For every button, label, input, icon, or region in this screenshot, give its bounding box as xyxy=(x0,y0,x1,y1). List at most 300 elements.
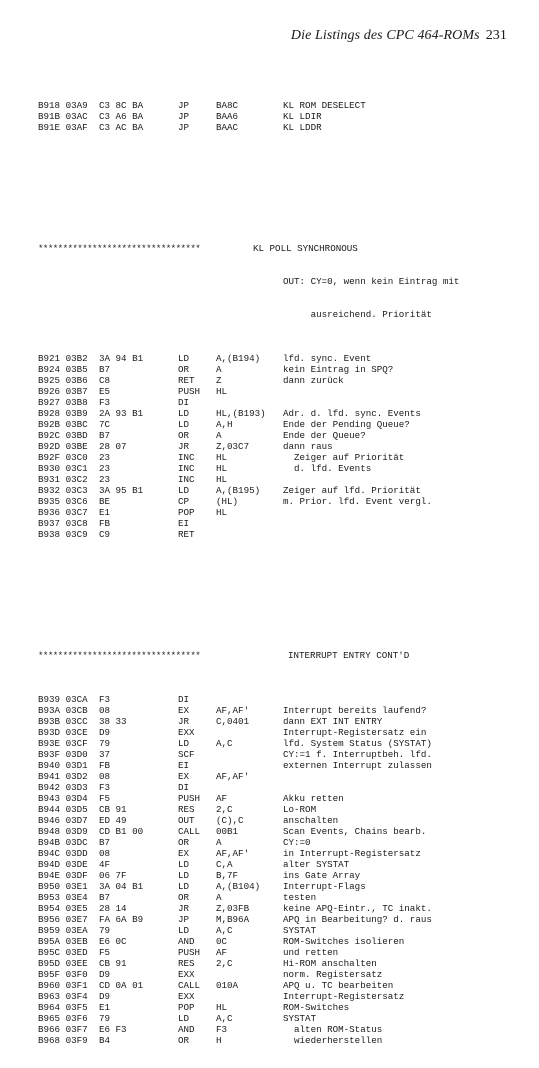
line-opcode-bytes: BE xyxy=(99,496,111,507)
line-operand: BAA6 xyxy=(216,111,239,122)
line-comment: APQ u. TC bearbeiten xyxy=(283,980,394,991)
line-operand: BAAC xyxy=(216,122,239,133)
line-address: B927 03B8 xyxy=(38,397,88,408)
listing-line xyxy=(38,375,508,386)
listing-line xyxy=(38,804,508,815)
line-address: B953 03E4 xyxy=(38,892,88,903)
line-operand: HL xyxy=(216,452,228,463)
line-mnemonic: EX xyxy=(178,848,190,859)
line-operand: 0C xyxy=(216,936,228,947)
section-description-line: OUT: CY=0, wenn kein Eintrag mit xyxy=(283,276,460,287)
line-mnemonic: LD xyxy=(178,870,190,881)
listing-line xyxy=(38,452,508,463)
listing-line xyxy=(38,859,508,870)
line-mnemonic: JP xyxy=(178,122,190,133)
listing-line xyxy=(38,947,508,958)
line-address: B966 03F7 xyxy=(38,1024,88,1035)
listing-line xyxy=(38,529,508,540)
listing-line xyxy=(38,518,508,529)
line-address: B965 03F6 xyxy=(38,1013,88,1024)
running-header xyxy=(291,28,507,44)
section-header-interrupt-entry xyxy=(38,650,508,661)
line-mnemonic: RET xyxy=(178,529,195,540)
line-opcode-bytes: 23 xyxy=(99,474,111,485)
line-operand: H xyxy=(216,1035,222,1046)
line-opcode-bytes: C3 AC BA xyxy=(99,122,144,133)
line-comment: Interrupt-Registersatz ein xyxy=(283,727,427,738)
line-opcode-bytes: 7C xyxy=(99,419,111,430)
line-address: B92C 03BD xyxy=(38,430,88,441)
line-address: B93A 03CB xyxy=(38,705,88,716)
line-operand: HL xyxy=(216,463,228,474)
line-address: B94B 03DC xyxy=(38,837,88,848)
line-mnemonic: LD xyxy=(178,738,190,749)
line-opcode-bytes: F3 xyxy=(99,694,111,705)
line-mnemonic: EX xyxy=(178,771,190,782)
line-comment: alten ROM-Status xyxy=(283,1024,383,1035)
line-operand: HL xyxy=(216,1002,228,1013)
line-address: B948 03D9 xyxy=(38,826,88,837)
listing-line xyxy=(38,122,508,133)
listing-line xyxy=(38,936,508,947)
line-mnemonic: OR xyxy=(178,1035,190,1046)
line-address: B92B 03BC xyxy=(38,419,88,430)
line-mnemonic: PUSH xyxy=(178,793,201,804)
line-mnemonic: INC xyxy=(178,452,195,463)
line-comment: ROM-Switches xyxy=(283,1002,350,1013)
line-opcode-bytes: F5 xyxy=(99,793,111,804)
listing-line xyxy=(38,848,508,859)
line-address: B94C 03DD xyxy=(38,848,88,859)
section-description-line: ausreichend. Priorität xyxy=(283,309,432,320)
line-opcode-bytes: F5 xyxy=(99,947,111,958)
line-mnemonic: LD xyxy=(178,408,190,419)
line-comment: KL ROM DESELECT xyxy=(283,100,366,111)
section-stars: ********************************* xyxy=(38,243,201,254)
line-comment: Interrupt-Registersatz xyxy=(283,991,405,1002)
listing-line xyxy=(38,694,508,705)
line-operand: BA8C xyxy=(216,100,239,111)
line-operand: A xyxy=(216,837,222,848)
line-address: B950 03E1 xyxy=(38,881,88,892)
line-address: B92D 03BE xyxy=(38,441,88,452)
line-operand: 2,C xyxy=(216,958,233,969)
line-address: B942 03D3 xyxy=(38,782,88,793)
line-opcode-bytes: E1 xyxy=(99,1002,111,1013)
listing-line xyxy=(38,826,508,837)
line-address: B963 03F4 xyxy=(38,991,88,1002)
line-opcode-bytes: FA 6A B9 xyxy=(99,914,144,925)
line-mnemonic: LD xyxy=(178,419,190,430)
listing-line xyxy=(38,386,508,397)
listing-block-interrupt-entry xyxy=(38,694,508,1046)
line-comment: KL LDIR xyxy=(283,111,322,122)
line-comment: und retten xyxy=(283,947,339,958)
line-address: B95D 03EE xyxy=(38,958,88,969)
assembly-listing xyxy=(38,78,508,1068)
line-mnemonic: OR xyxy=(178,892,190,903)
listing-line xyxy=(38,474,508,485)
line-mnemonic: JP xyxy=(178,111,190,122)
listing-line xyxy=(38,397,508,408)
line-opcode-bytes: E6 F3 xyxy=(99,1024,127,1035)
line-address: B968 03F9 xyxy=(38,1035,88,1046)
line-mnemonic: CP xyxy=(178,496,190,507)
line-mnemonic: OR xyxy=(178,837,190,848)
line-mnemonic: PUSH xyxy=(178,947,201,958)
line-address: B956 03E7 xyxy=(38,914,88,925)
line-address: B930 03C1 xyxy=(38,463,88,474)
line-mnemonic: POP xyxy=(178,507,195,518)
line-comment: wiederherstellen xyxy=(283,1035,383,1046)
line-mnemonic: EI xyxy=(178,518,190,529)
line-mnemonic: EXX xyxy=(178,969,195,980)
line-comment: keine APQ-Eintr., TC inakt. xyxy=(283,903,432,914)
line-operand: B,7F xyxy=(216,870,239,881)
line-address: B93D 03CE xyxy=(38,727,88,738)
line-address: B95A 03EB xyxy=(38,936,88,947)
line-mnemonic: EXX xyxy=(178,991,195,1002)
line-operand: Z,03C7 xyxy=(216,441,250,452)
line-address: B91B 03AC xyxy=(38,111,88,122)
line-mnemonic: CALL xyxy=(178,826,201,837)
header-title: Die Listings des CPC 464-ROMs xyxy=(290,28,480,43)
line-mnemonic: POP xyxy=(178,1002,195,1013)
listing-line xyxy=(38,419,508,430)
line-address: B918 03A9 xyxy=(38,100,88,111)
listing-line xyxy=(38,430,508,441)
listing-line xyxy=(38,914,508,925)
listing-line xyxy=(38,892,508,903)
line-operand: AF xyxy=(216,793,228,804)
listing-line xyxy=(38,782,508,793)
line-mnemonic: JR xyxy=(178,903,190,914)
listing-block-kl-poll xyxy=(38,353,508,540)
line-address: B93F 03D0 xyxy=(38,749,88,760)
line-opcode-bytes: CD 0A 01 xyxy=(99,980,144,991)
line-address: B944 03D5 xyxy=(38,804,88,815)
line-opcode-bytes: 08 xyxy=(99,771,111,782)
line-operand: HL xyxy=(216,386,228,397)
line-operand: A,(B195) xyxy=(216,485,261,496)
line-mnemonic: JP xyxy=(178,914,190,925)
line-comment: CY:=1 f. Interruptbeh. lfd. xyxy=(283,749,432,760)
line-comment: Ende der Queue? xyxy=(283,430,366,441)
listing-line xyxy=(38,100,508,111)
line-comment: Interrupt-Flags xyxy=(283,881,366,892)
line-opcode-bytes: B7 xyxy=(99,430,111,441)
line-address: B946 03D7 xyxy=(38,815,88,826)
line-comment: m. Prior. lfd. Event vergl. xyxy=(283,496,432,507)
line-mnemonic: EI xyxy=(178,760,190,771)
line-operand: AF,AF' xyxy=(216,705,250,716)
line-opcode-bytes: CB 91 xyxy=(99,804,127,815)
line-mnemonic: INC xyxy=(178,463,195,474)
listing-line xyxy=(38,727,508,738)
listing-line xyxy=(38,870,508,881)
line-opcode-bytes: 06 7F xyxy=(99,870,127,881)
line-opcode-bytes: 79 xyxy=(99,1013,111,1024)
line-operand: 2,C xyxy=(216,804,233,815)
line-opcode-bytes: 3A 95 B1 xyxy=(99,485,144,496)
listing-line xyxy=(38,760,508,771)
line-opcode-bytes: F3 xyxy=(99,782,111,793)
line-mnemonic: RES xyxy=(178,958,195,969)
line-operand: 010A xyxy=(216,980,239,991)
line-opcode-bytes: 79 xyxy=(99,925,111,936)
line-operand: 00B1 xyxy=(216,826,239,837)
line-opcode-bytes: C9 xyxy=(99,529,111,540)
line-address: B935 03C6 xyxy=(38,496,88,507)
line-opcode-bytes: 38 33 xyxy=(99,716,127,727)
line-comment: anschalten xyxy=(283,815,339,826)
line-address: B941 03D2 xyxy=(38,771,88,782)
line-comment: externen Interrupt zulassen xyxy=(283,760,432,771)
line-mnemonic: LD xyxy=(178,925,190,936)
line-address: B931 03C2 xyxy=(38,474,88,485)
line-address: B921 03B2 xyxy=(38,353,88,364)
line-comment: SYSTAT xyxy=(283,925,317,936)
line-comment: KL LDDR xyxy=(283,122,322,133)
line-operand: A,H xyxy=(216,419,233,430)
line-opcode-bytes: D9 xyxy=(99,969,111,980)
line-address: B954 03E5 xyxy=(38,903,88,914)
listing-line xyxy=(38,353,508,364)
listing-line xyxy=(38,1002,508,1013)
listing-line xyxy=(38,441,508,452)
line-address: B932 03C3 xyxy=(38,485,88,496)
line-comment: Ende der Pending Queue? xyxy=(283,419,410,430)
line-address: B940 03D1 xyxy=(38,760,88,771)
line-comment: alter SYSTAT xyxy=(283,859,350,870)
line-mnemonic: JR xyxy=(178,441,190,452)
line-opcode-bytes: B7 xyxy=(99,892,111,903)
line-comment: in Interrupt-Registersatz xyxy=(283,848,421,859)
line-mnemonic: CALL xyxy=(178,980,201,991)
listing-line xyxy=(38,969,508,980)
line-opcode-bytes: CB 91 xyxy=(99,958,127,969)
line-address: B92F 03C0 xyxy=(38,452,88,463)
line-address: B926 03B7 xyxy=(38,386,88,397)
line-mnemonic: DI xyxy=(178,782,190,793)
listing-line xyxy=(38,793,508,804)
line-comment: d. lfd. Events xyxy=(283,463,372,474)
line-operand: A,C xyxy=(216,1013,233,1024)
line-opcode-bytes: 79 xyxy=(99,738,111,749)
line-opcode-bytes: 23 xyxy=(99,452,111,463)
line-address: B925 03B6 xyxy=(38,375,88,386)
line-opcode-bytes: C3 8C BA xyxy=(99,100,144,111)
line-mnemonic: LD xyxy=(178,353,190,364)
line-address: B938 03C9 xyxy=(38,529,88,540)
line-comment: kein Eintrag in SPQ? xyxy=(283,364,394,375)
line-operand: HL xyxy=(216,474,228,485)
line-address: B937 03C8 xyxy=(38,518,88,529)
line-comment: Lo-ROM xyxy=(283,804,317,815)
line-comment: Interrupt bereits laufend? xyxy=(283,705,427,716)
line-mnemonic: RES xyxy=(178,804,195,815)
line-opcode-bytes: 2A 93 B1 xyxy=(99,408,144,419)
listing-line xyxy=(38,903,508,914)
line-comment: CY:=0 xyxy=(283,837,311,848)
line-address: B95F 03F0 xyxy=(38,969,88,980)
listing-line xyxy=(38,496,508,507)
listing-line xyxy=(38,738,508,749)
line-comment: Zeiger auf Priorität xyxy=(283,452,405,463)
listing-line xyxy=(38,771,508,782)
line-opcode-bytes: D9 xyxy=(99,727,111,738)
listing-line xyxy=(38,507,508,518)
listing-line xyxy=(38,1024,508,1035)
line-comment: lfd. System Status (SYSTAT) xyxy=(283,738,432,749)
line-operand: C,0401 xyxy=(216,716,250,727)
listing-line xyxy=(38,925,508,936)
line-operand: A xyxy=(216,430,222,441)
line-opcode-bytes: 3A 04 B1 xyxy=(99,881,144,892)
line-comment: APQ in Bearbeitung? d. raus xyxy=(283,914,432,925)
line-opcode-bytes: 4F xyxy=(99,859,111,870)
line-mnemonic: SCF xyxy=(178,749,195,760)
line-address: B924 03B5 xyxy=(38,364,88,375)
line-operand: A,(B104) xyxy=(216,881,261,892)
line-operand: AF xyxy=(216,947,228,958)
line-operand: AF,AF' xyxy=(216,771,250,782)
line-comment: Hi-ROM anschalten xyxy=(283,958,377,969)
listing-line xyxy=(38,881,508,892)
line-mnemonic: DI xyxy=(178,694,190,705)
line-mnemonic: JP xyxy=(178,100,190,111)
line-mnemonic: DI xyxy=(178,397,190,408)
line-operand: A,C xyxy=(216,738,233,749)
line-opcode-bytes: E6 0C xyxy=(99,936,127,947)
listing-line xyxy=(38,716,508,727)
line-mnemonic: LD xyxy=(178,1013,190,1024)
line-operand: A xyxy=(216,892,222,903)
listing-line xyxy=(38,1013,508,1024)
line-opcode-bytes: 23 xyxy=(99,463,111,474)
line-operand: F3 xyxy=(216,1024,228,1035)
line-mnemonic: INC xyxy=(178,474,195,485)
line-opcode-bytes: B4 xyxy=(99,1035,111,1046)
line-address: B95C 03ED xyxy=(38,947,88,958)
line-comment: dann zurück xyxy=(283,375,344,386)
listing-line xyxy=(38,485,508,496)
listing-line xyxy=(38,705,508,716)
line-opcode-bytes: F3 xyxy=(99,397,111,408)
line-mnemonic: LD xyxy=(178,881,190,892)
line-operand: C,A xyxy=(216,859,233,870)
section-header-kl-poll xyxy=(38,243,508,254)
line-opcode-bytes: E1 xyxy=(99,507,111,518)
line-address: B943 03D4 xyxy=(38,793,88,804)
listing-line xyxy=(38,980,508,991)
line-comment: norm. Registersatz xyxy=(283,969,383,980)
line-opcode-bytes: 08 xyxy=(99,705,111,716)
listing-line xyxy=(38,408,508,419)
line-operand: HL,(B193) xyxy=(216,408,266,419)
listing-line xyxy=(38,364,508,375)
line-comment: Adr. d. lfd. sync. Events xyxy=(283,408,421,419)
line-mnemonic: PUSH xyxy=(178,386,201,397)
line-comment: lfd. sync. Event xyxy=(283,353,372,364)
line-comment: testen xyxy=(283,892,317,903)
line-comment: Akku retten xyxy=(283,793,344,804)
line-mnemonic: EX xyxy=(178,705,190,716)
line-mnemonic: RET xyxy=(178,375,195,386)
line-mnemonic: JR xyxy=(178,716,190,727)
line-operand: A,(B194) xyxy=(216,353,261,364)
line-mnemonic: LD xyxy=(178,485,190,496)
section-stars: ********************************* xyxy=(38,650,201,661)
line-comment: dann raus xyxy=(283,441,333,452)
line-mnemonic: OR xyxy=(178,364,190,375)
section-title: KL POLL SYNCHRONOUS xyxy=(253,243,358,254)
line-opcode-bytes: D9 xyxy=(99,991,111,1002)
line-mnemonic: LD xyxy=(178,859,190,870)
line-opcode-bytes: 37 xyxy=(99,749,111,760)
listing-line xyxy=(38,837,508,848)
line-address: B936 03C7 xyxy=(38,507,88,518)
line-mnemonic: EXX xyxy=(178,727,195,738)
line-opcode-bytes: 28 14 xyxy=(99,903,127,914)
line-opcode-bytes: C8 xyxy=(99,375,111,386)
line-opcode-bytes: ED 49 xyxy=(99,815,127,826)
line-mnemonic: OUT xyxy=(178,815,195,826)
line-address: B960 03F1 xyxy=(38,980,88,991)
line-address: B93E 03CF xyxy=(38,738,88,749)
line-operand: M,B96A xyxy=(216,914,250,925)
line-operand: A,C xyxy=(216,925,233,936)
line-mnemonic: AND xyxy=(178,1024,195,1035)
line-comment: dann EXT INT ENTRY xyxy=(283,716,383,727)
line-operand: A xyxy=(216,364,222,375)
line-opcode-bytes: B7 xyxy=(99,364,111,375)
line-opcode-bytes: FB xyxy=(99,760,111,771)
line-mnemonic: OR xyxy=(178,430,190,441)
line-operand: (HL) xyxy=(216,496,239,507)
line-address: B91E 03AF xyxy=(38,122,88,133)
line-address: B964 03F5 xyxy=(38,1002,88,1013)
line-mnemonic: AND xyxy=(178,936,195,947)
listing-line xyxy=(38,991,508,1002)
line-opcode-bytes: B7 xyxy=(99,837,111,848)
line-comment: ins Gate Array xyxy=(283,870,361,881)
line-comment: SYSTAT xyxy=(283,1013,317,1024)
line-operand: Z,03FB xyxy=(216,903,250,914)
listing-line xyxy=(38,815,508,826)
line-address: B94D 03DE xyxy=(38,859,88,870)
line-address: B959 03EA xyxy=(38,925,88,936)
line-address: B939 03CA xyxy=(38,694,88,705)
line-comment: ROM-Switches isolieren xyxy=(283,936,405,947)
line-opcode-bytes: CD B1 00 xyxy=(99,826,144,837)
line-opcode-bytes: FB xyxy=(99,518,111,529)
page-number: 231 xyxy=(485,28,507,43)
line-comment: Zeiger auf lfd. Priorität xyxy=(283,485,421,496)
listing-line xyxy=(38,749,508,760)
line-comment: Scan Events, Chains bearb. xyxy=(283,826,427,837)
line-address: B94E 03DF xyxy=(38,870,88,881)
listing-line xyxy=(38,958,508,969)
line-opcode-bytes: 3A 94 B1 xyxy=(99,353,144,364)
section-title: INTERRUPT ENTRY CONT'D xyxy=(288,650,410,661)
line-operand: Z xyxy=(216,375,222,386)
listing-line xyxy=(38,463,508,474)
line-opcode-bytes: C3 A6 BA xyxy=(99,111,144,122)
line-opcode-bytes: E5 xyxy=(99,386,111,397)
listing-line xyxy=(38,111,508,122)
line-operand: AF,AF' xyxy=(216,848,250,859)
